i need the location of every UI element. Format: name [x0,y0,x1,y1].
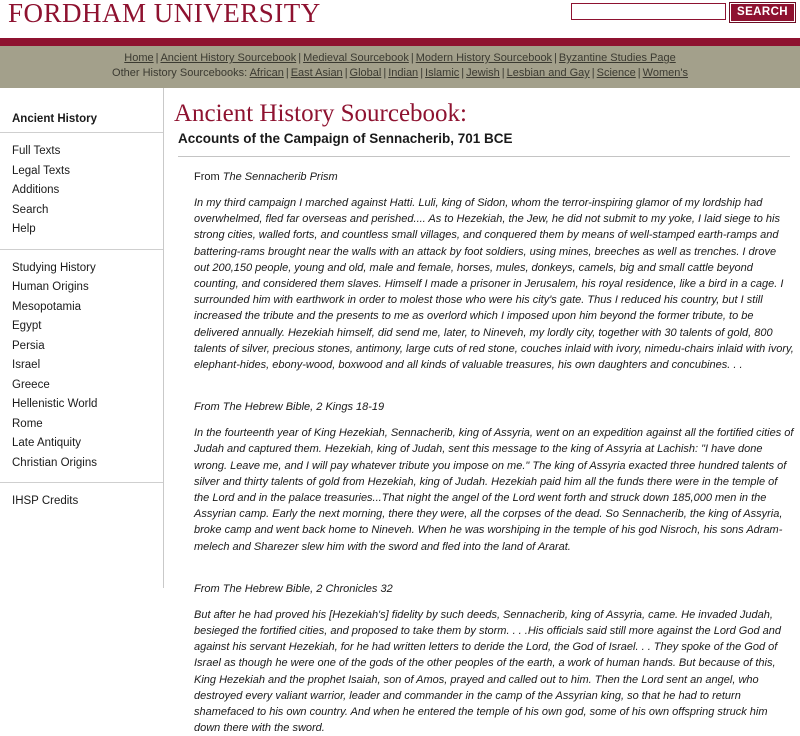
nav-separator: | [285,67,289,79]
sidebar-item-persia[interactable]: Persia [12,339,45,352]
sidebar-item-christian-origins[interactable]: Christian Origins [12,456,97,469]
sidebar-item-ihsp-credits[interactable]: IHSP Credits [12,495,79,507]
sidebar-item-egypt[interactable]: Egypt [12,320,42,332]
sidebar-item-search[interactable]: Search [12,203,49,216]
sidebar-item-human-origins[interactable]: Human Origins [12,281,89,293]
source-heading-title: The Hebrew Bible, 2 Chronicles 32 [222,582,393,595]
sidebar-item-additions[interactable]: Additions [12,184,60,196]
sidebar-item-help[interactable]: Help [12,223,36,235]
source-heading-prefix: From [194,401,223,414]
source-heading-prefix: From [194,171,223,183]
nav-link-indian[interactable]: Indian [388,67,419,79]
nav-link-womens[interactable]: Women's [642,67,688,79]
nav-separator: | [554,52,557,64]
nav-separator: | [461,67,465,79]
sidebar-group-topics [0,250,163,483]
page-body [0,88,800,735]
nav-link-byzantine-studies-page[interactable]: Byzantine Studies Page [558,52,676,64]
crimson-divider-rule [0,38,800,46]
passage-2-kings: In the fourteenth year of King Hezekiah, Sennacherib, king of Assyria, went on an expedition against all the fortified cities of Judah and captured them. Hezekiah, king of Judah, sent this message to the king of Assyria at Lachish: "I have done wrong. Leave me, and I will pay whatever tribute you impose on me." The king of Assyria exacted three hundred talents of silver and thirty talents of gold from Hezekiah, king of Judah. Hezekiah paid him all the funds there were in the temple of the Lord and in the palace treasuries...That night the angel of the Lord went forth and struck down 185,000 men in the Assyrian camp. Early the next morning, there they were, all the corpses of the dead. So Sennacherib, the king of Assyria, broke camp and went back home to Nineveh. When he was worshiping in the temple of his god Nisroch, his sons Adram-melech and Sharezer slew him with the sword and fled into the land of Ararat. [194,427,794,553]
nav-separator: | [155,52,159,64]
masthead [0,0,800,38]
section-spacer [194,555,794,569]
nav-link-jewish[interactable]: Jewish [466,67,500,79]
nav-separator: | [298,52,302,64]
nav-row-secondary [0,66,800,81]
nav-link-east-asian[interactable]: East Asian [290,67,343,79]
search-input[interactable] [571,3,726,20]
passage-2-chronicles: But after he had proved his [Hezekiah's] fidelity by such deeds, Sennacherib, king of Assyria, came. He invaded Judah, besieged the fortified cities, and proposed to take them by storm. . . .His officials said still more against the Lord God and against his servant Hezekiah, for he had written letters to deride the Lord, the God of Israel. . . They spoke of the God of Israel as though he were one of the gods of the other peoples of the earth, a work of human hands. But because of this, King Hezekiah and the prophet Isaiah, son of Amos, prayed and called out to him. Then the Lord sent an angel, who destroyed every valiant warrior, leader and commander in the camp of the Assyrian king, so that he had to return shamefaced to his own country. And when he entered the temple of his own god, some of his own offspring struck him down there with the sword. [194,608,781,735]
sidebar-item-mesopotamia[interactable]: Mesopotamia [12,300,82,313]
sidebar-item-hellenistic-world[interactable]: Hellenistic World [12,398,98,410]
sidebar-item-legal-texts[interactable]: Legal Texts [12,164,70,177]
fordham-university-wordmark: FORDHAM UNIVERSITY [8,0,321,28]
main-content [164,88,800,735]
page-title: Ancient History Sourcebook: [174,100,468,127]
sidebar-item-israel[interactable]: Israel [12,359,41,371]
nav-link-islamic[interactable]: Islamic [425,67,460,79]
section-spacer [194,373,794,387]
nav-secondary-label: Other History Sourcebooks: [112,67,248,79]
sidebar-item-rome[interactable]: Rome [12,417,43,430]
nav-link-modern-history-sourcebook[interactable]: Modern History Sourcebook [415,52,553,64]
sidebar-item-greece[interactable]: Greece [12,378,50,391]
nav-row-primary [0,51,800,66]
source-heading-prism [194,170,794,185]
sourcebook-nav-band [0,46,800,88]
title-divider-rule [178,156,790,157]
document-body [164,170,800,736]
nav-separator: | [410,52,414,64]
sidebar-group-credits [0,483,163,521]
sidebar-group-tools [0,133,163,249]
sidebar-item-full-texts[interactable]: Full Texts [12,145,61,157]
source-heading-2-chronicles [194,582,794,597]
nav-link-global[interactable]: Global [349,67,382,79]
nav-separator: | [383,67,387,79]
sidebar [0,88,164,588]
nav-link-science[interactable]: Science [596,67,636,79]
sidebar-section-title: Ancient History [12,113,97,125]
nav-link-home[interactable]: Home [124,52,154,64]
document-title-block [164,88,800,147]
nav-separator: | [420,67,424,79]
source-heading-2-kings [194,400,794,415]
nav-separator: | [501,67,505,79]
nav-separator: | [591,67,595,79]
source-heading-prefix: From [194,582,223,595]
nav-separator: | [637,67,641,79]
source-heading-title: The Sennacherib Prism [222,171,338,183]
sidebar-item-studying-history[interactable]: Studying History [12,261,96,274]
nav-separator: | [344,67,348,79]
page-subtitle: Accounts of the Campaign of Sennacherib, 701 BCE [178,131,513,146]
nav-link-medieval-sourcebook[interactable]: Medieval Sourcebook [303,52,409,64]
passage-prism: In my third campaign I marched against Hatti. Luli, king of Sidon, whom the terror-inspiring glamor of my lordship had overwhelmed, fled far overseas and perished.... As to Hezekiah, the Jew, he did not submit to my yoke, I laid siege to his strong cities, walled forts, and countless small villages, and conquered them by means of well-stamped earth-ramps and battering-rams brought near the walls with an attack by foot soldiers, using mines, breeches as well as trenches. I drove out 200,150 people, young and old, male and female, horses, mules, donkeys, camels, big and small cattle beyond counting, and considered them slaves. Himself I made a prisoner in Jerusalem, his royal residence, like a bird in a cage. I surrounded him with earthwork in order to molest those who were his city's gate. Thus I reduced his country, but I still increased the tribute and the presents to me as overlord which I imposed upon him beyond the former tribute, to be delivered annually. Hezekiah himself, did send me, later, to Nineveh, my lordly city, together with 30 talents of gold, 800 talents of silver, precious stones, antimony, large cuts of red stone, couches inlaid with ivory, nimedu-chairs inlaid with ivory, elephant-hides, ebony-wood, boxwood and all kinds of valuable treasures, his own daughters and concubines. . . [194,197,794,372]
nav-link-ancient-history-sourcebook[interactable]: Ancient History Sourcebook [160,52,297,64]
source-heading-title: The Hebrew Bible, 2 Kings 18-19 [222,401,385,414]
search-button[interactable]: SEARCH [730,3,795,22]
nav-link-lesbian-and-gay[interactable]: Lesbian and Gay [506,67,590,79]
sidebar-item-late-antiquity[interactable]: Late Antiquity [12,437,82,449]
nav-link-african[interactable]: African [249,67,284,79]
search-cluster [571,3,795,22]
